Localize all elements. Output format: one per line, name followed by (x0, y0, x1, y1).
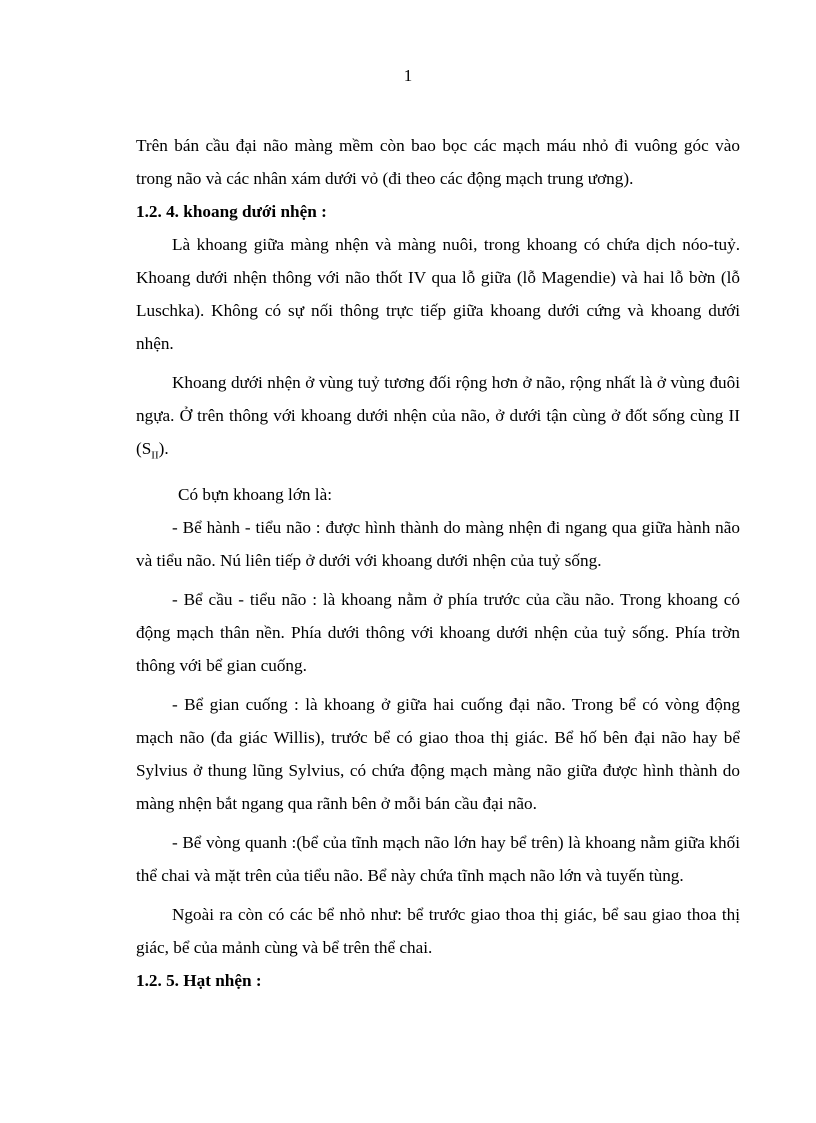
page-number: 1 (403, 66, 413, 85)
paragraph-text: Khoang dưới nhện ở vùng tuỷ tương đối rộng hơn ở não, rộng nhất là ở vùng đuôi ngựa. Ở trên thông với khoang dưới nhện của não, ở dưới tận cùng ở đốt sống cùng II (S (136, 373, 740, 458)
list-item-ambient-cistern: - Bể vòng quanh :(bể của tĩnh mạch não lớn hay bể trên) là khoang nằm giữa khối thể chai và mặt trên của tiểu não. Bể này chứa tĩnh mạch não lớn và tuyến tùng. (136, 833, 740, 886)
list-item-interpeduncular-cistern: - Bể gian cuống : là khoang ở giữa hai cuống đại não. Trong bể có vòng động mạch não (đa giác Willis), trước bể có giao thoa thị giác. Bể hố bên đại não hay bể Sylvius ở thung lũng Sylvius, có chứa động mạch màng não giữa được hình thành do màng nhện bắt ngang qua rãnh bên ở mỗi bán cầu đại não. (136, 695, 740, 814)
paragraph-intro: Trên bán cầu đại não màng mềm còn bao bọc các mạch máu nhỏ đi vuông góc vào trong não và các nhân xám dưới vỏ (đi theo các động mạch trung ương). (136, 136, 740, 188)
paragraph-cisterns-intro: Có bựn khoang lớn là: (178, 485, 332, 505)
paragraph-subarachnoid-definition: Là khoang giữa màng nhện và màng nuôi, trong khoang có chứa dịch nóo-tuỷ. Khoang dưới nhện thông với não thốt IV qua lỗ giữa (lỗ Magendie) và hai lỗ bờn (lỗ Luschka). Không có sự nối thông trực tiếp giữa khoang dưới cứng và khoang dưới nhện. (136, 235, 740, 353)
paragraph-text-end: ). (158, 439, 169, 458)
paragraph-other-cisterns: Ngoài ra còn có các bể nhỏ như: bể trước giao thoa thị giác, bể sau giao thoa thị giác, bể của mảnh cùng và bể trên thể chai. (136, 905, 740, 958)
paragraph-spinal-subarachnoid (136, 366, 740, 472)
list-item-pontine-cistern: - Bể cầu - tiểu não : là khoang nằm ở phía trước của cầu não. Trong khoang có động mạch thân nền. Phía dưới thông với khoang dưới nhện của tuỷ sống. Phía trờn thông với bể gian cuống. (136, 590, 740, 676)
section-heading-1-2-5: 1.2. 5. Hạt nhện : (136, 971, 262, 991)
section-heading-1-2-4: 1.2. 4. khoang dưới nhện : (136, 202, 327, 221)
subscript-text: II (151, 449, 159, 462)
document-body (136, 129, 740, 997)
list-item-cisterna-magna: - Bể hành - tiểu não : được hình thành do màng nhện đi ngang qua giữa hành não và tiểu não. Nú liên tiếp ở dưới với khoang dưới nhện của tuỷ sống. (136, 518, 740, 571)
